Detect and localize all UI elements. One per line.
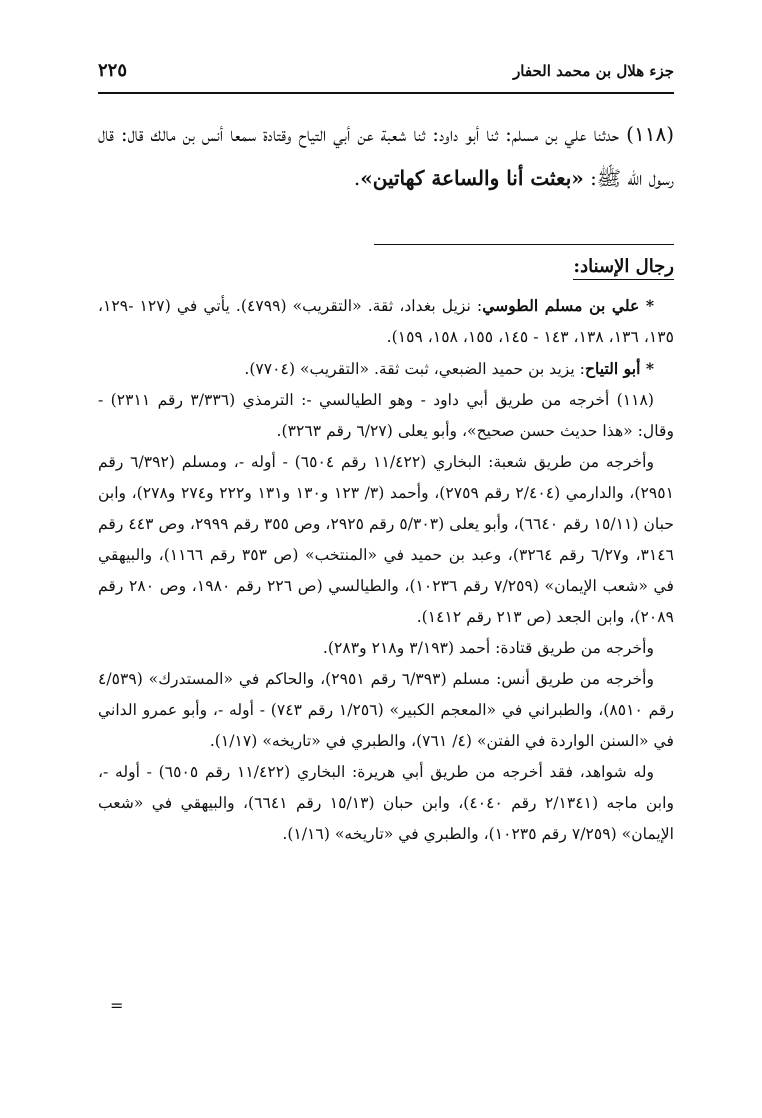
narrator-details: : يزيد بن حميد الضبعي، ثبت ثقة. «التقريب» (٧٧٠٤). xyxy=(244,360,585,378)
separator-line xyxy=(374,244,674,245)
takhrij-paragraph: وله شواهد، فقد أخرجه من طريق أبي هريرة: البخاري (١١/٤٢٢ رقم ٦٥٠٥) - أوله -، وابن ماجه (٢/١٣٤١ رقم ٤٠٤٠)، وابن حبان (١٥/١٣ رقم ٦٦٤١)، والبيهقي في «شعب الإيمان» (٧/٢٥٩ رقم ١٠٢٣٥)، والطبري في «تاريخه» (١/١٦). xyxy=(98,763,675,843)
narrator-name: * أبو التياح xyxy=(584,359,654,378)
narrator-name: * علي بن مسلم الطوسي xyxy=(482,296,655,315)
hadith-body: (١١٨) حدثنا علي بن مسلم: ثنا أبو داود: ثنا شعبة عن أبي التياح وقتادة سمعا أنس بن مالك قال: قال رسول الله ﷺ: xyxy=(98,122,674,190)
page-header xyxy=(98,58,674,94)
narrator-entry xyxy=(98,290,674,353)
running-title: جزء هلال بن محمد الحفار xyxy=(513,62,674,80)
hadith-matn: «بعثت أنا والساعة كهاتين» xyxy=(360,166,584,190)
hadith-end: . xyxy=(353,166,361,190)
narrator-details: : نزيل بغداد، ثقة. «التقريب» (٤٧٩٩). يأتي في (١٢٧ -١٢٩، ١٣٥، ١٣٦، ١٣٨، ١٤٣ - ١٤٥، ١٥٥، ١٥٨، ١٥٩). xyxy=(98,297,674,346)
section-title: رجال الإسناد: xyxy=(573,256,674,280)
hadith-text xyxy=(98,112,674,200)
continuation-mark: = xyxy=(110,996,124,1015)
takhrij-paragraph: وأخرجه من طريق قتادة: أحمد (٣/١٩٣ و٢١٨ و٢٨٣). xyxy=(322,639,654,657)
page-number: ٢٢٥ xyxy=(98,60,128,81)
takhrij-paragraph: وأخرجه من طريق أنس: مسلم (٦/٣٩٣ رقم ٢٩٥١)، والحاكم في «المستدرك» (٤/٥٣٩ رقم ٨٥١٠)، والطبراني في «المعجم الكبير» (١/٢٥٦ رقم ٧٤٣) - أوله -، وأبو عمرو الداني في «السنن الواردة في الفتن» (٤/ ٧٦١)، والطبري في «تاريخه» (١/١٧). xyxy=(98,670,674,750)
footnotes xyxy=(98,290,674,850)
takhrij-paragraph: (١١٨) أخرجه من طريق أبي داود - وهو الطيالسي -: الترمذي (٣/٣٣٦ رقم ٢٣١١) - وقال: «هذا حديث حسن صحيح»، وأبو يعلى (٦/٢٧ رقم ٣٢٦٣). xyxy=(98,391,674,440)
narrator-entry xyxy=(98,353,674,385)
takhrij-paragraph: وأخرجه من طريق شعبة: البخاري (١١/٤٢٢ رقم ٦٥٠٤) - أوله -، ومسلم (٦/٣٩٢ رقم ٢٩٥١)، والدارمي (٢/٤٠٤ رقم ٢٧٥٩)، وأحمد (٣/ ١٢٣ و١٣٠ و١٣١ و٢٢٢ و٢٧٤ و٢٧٨)، وابن حبان (١٥/١١ رقم ٦٦٤٠)، وأبو يعلى (٥/٣٠٣ رقم ٢٩٢٥، وص ٣٥٥ رقم ٢٩٩٩، وص ٤٤٣ رقم ٣١٤٦، و٦/٢٧ رقم ٣٢٦٤)، وعبد بن حميد في «المنتخب» (ص ٣٥٣ رقم ١١٦٦)، والبيهقي في «شعب الإيمان» (٧/٢٥٩ رقم ١٠٢٣٦)، والطيالسي (ص ٢٢٦ رقم ١٩٨٠، وص ٢٨٠ رقم ٢٠٨٩)، وابن الجعد (ص ٢١٣ رقم ١٤١٢). xyxy=(98,453,675,626)
